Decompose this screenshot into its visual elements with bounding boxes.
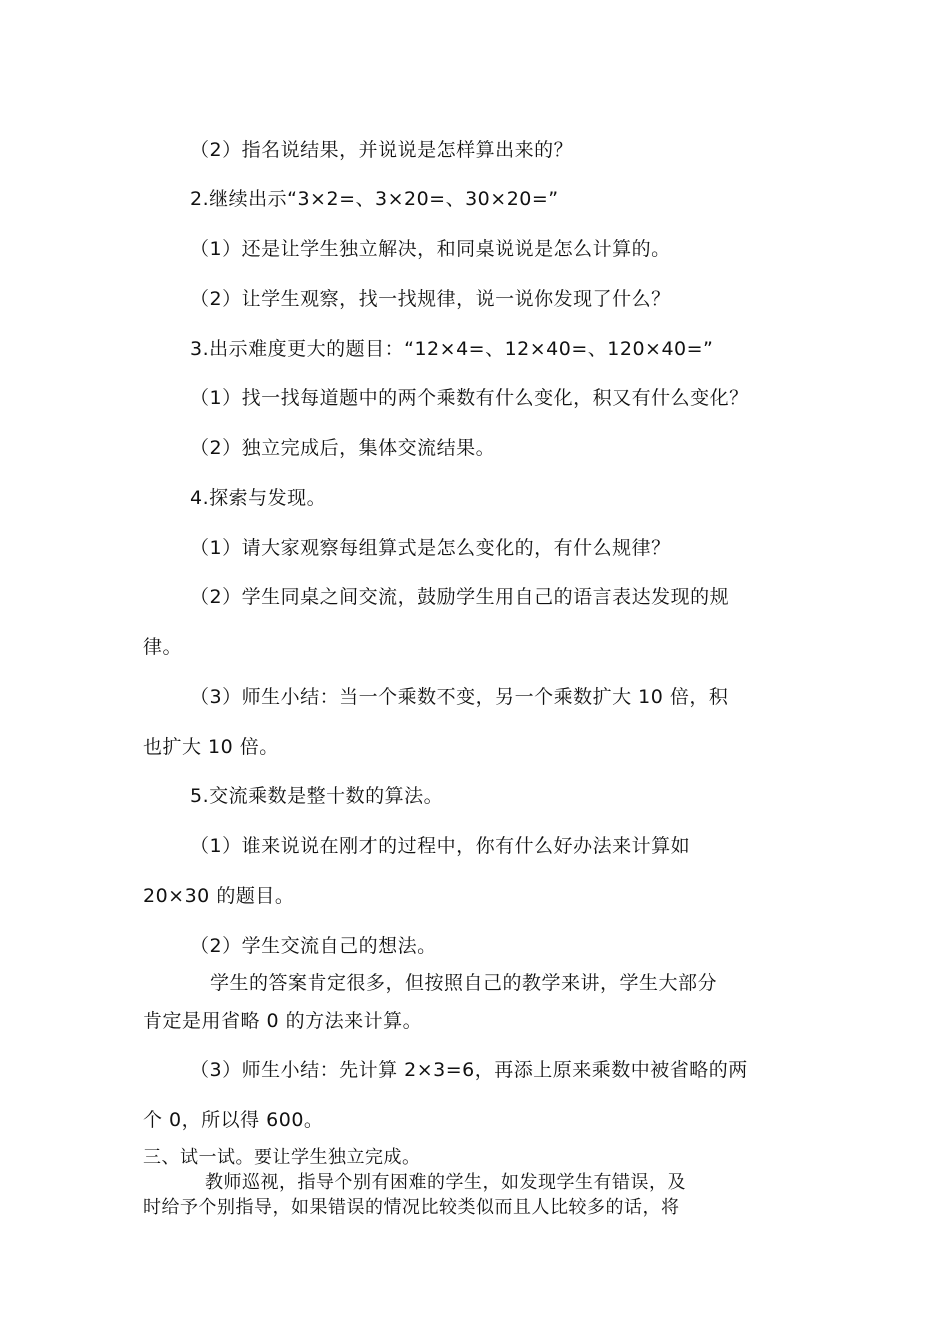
text-line: （1）谁来说说在刚才的过程中，你有什么好办法来计算如 xyxy=(190,835,691,857)
text-line: （3）师生小结：先计算 2×3=6，再添上原来乘数中被省略的两 xyxy=(190,1059,748,1081)
text-line: （2）学生交流自己的想法。 xyxy=(190,935,437,957)
text-line: （2）学生同桌之间交流，鼓励学生用自己的语言表达发现的规 xyxy=(190,586,730,608)
section-heading-2: 2.继续出示“3×2=、3×20=、30×20=” xyxy=(190,188,559,210)
text-line: 20×30 的题目。 xyxy=(143,885,295,907)
text-line: 学生的答案肯定很多，但按照自己的教学来讲，学生大部分 xyxy=(210,972,718,994)
text-line: 肯定是用省略 0 的方法来计算。 xyxy=(143,1010,423,1032)
text-line: （3）师生小结：当一个乘数不变，另一个乘数扩大 10 倍，积 xyxy=(190,686,729,708)
text-line: 也扩大 10 倍。 xyxy=(143,736,279,758)
section-heading-4: 4.探索与发现。 xyxy=(190,487,327,509)
text-line: （2）独立完成后，集体交流结果。 xyxy=(190,437,496,459)
text-line: 时给予个别指导，如果错误的情况比较类似而且人比较多的话，将 xyxy=(143,1197,680,1218)
text-line: （1）找一找每道题中的两个乘数有什么变化，积又有什么变化？ xyxy=(190,387,749,409)
section-heading-5: 5.交流乘数是整十数的算法。 xyxy=(190,785,444,807)
section-heading-three: 三、试一试。要让学生独立完成。 xyxy=(143,1147,421,1168)
text-line: （2）让学生观察，找一找规律，说一说你发现了什么？ xyxy=(190,288,671,310)
text-line: 律。 xyxy=(143,636,183,658)
text-line: （1）请大家观察每组算式是怎么变化的，有什么规律？ xyxy=(190,537,671,559)
text-line: （1）还是让学生独立解决，和同桌说说是怎么计算的。 xyxy=(190,238,671,260)
text-line: （2）指名说结果，并说说是怎样算出来的？ xyxy=(190,139,574,161)
text-line: 教师巡视，指导个别有困难的学生，如发现学生有错误，及 xyxy=(205,1172,686,1193)
section-heading-3: 3.出示难度更大的题目：“12×4=、12×40=、120×40=” xyxy=(190,338,714,360)
text-line: 个 0，所以得 600。 xyxy=(143,1109,324,1131)
